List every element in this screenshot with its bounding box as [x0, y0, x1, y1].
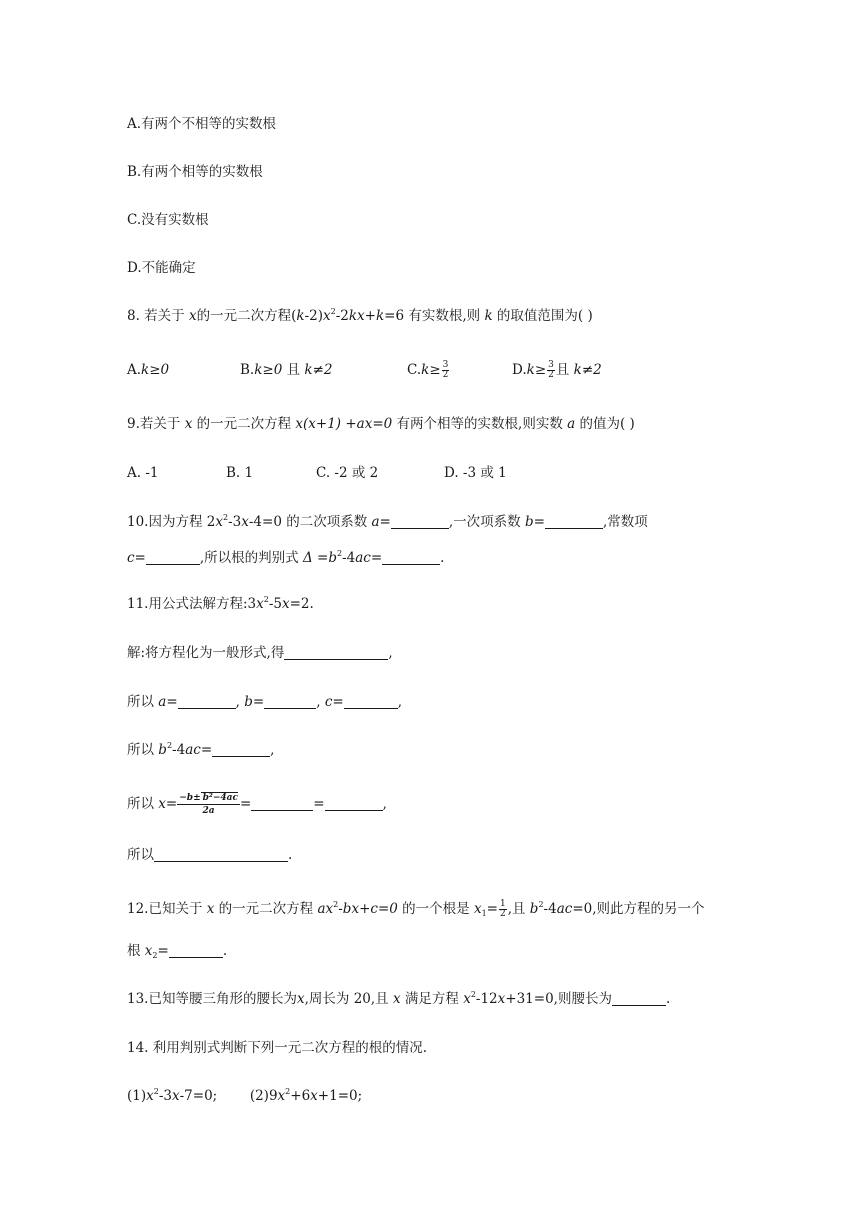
question-14-title: 14. 利用判别式判断下列一元二次方程的根的情况. [127, 1040, 428, 1056]
question-11-step3: 所以 $b^2-4ac=$ , [127, 741, 275, 758]
answer-blank-general-form[interactable] [284, 645, 388, 660]
question-11-step4: 所以 x= $\frac{\text{−b± b²−4ac}}{2a}$ = = , [127, 793, 387, 816]
question-12-line1: 12.已知关于 x 的一元二次方程 $ax^2-bx+c=0$ 的一个根是 $x_1=$ $\frac{1}{2}$ ,且 $b^2-4ac=0$,则此方程的另一个 [127, 899, 705, 919]
q9-option-d: D. -3 或 1 [444, 465, 507, 481]
fraction-one-half: $\frac{1}{2}$ [499, 899, 506, 919]
q8-option-c: C.k≥ $\frac{3}{2}$ [407, 360, 449, 380]
answer-blank-substituted[interactable] [251, 796, 313, 811]
answer-blank-leg-length[interactable] [612, 991, 666, 1006]
answer-blank-b[interactable] [264, 694, 316, 709]
question-11-step1: 解:将方程化为一般形式,得 , [127, 645, 393, 661]
question-12-line2: 根 $x_2=$ . [127, 943, 228, 960]
question-11-step2: 所以 a= , b= , c= , [127, 694, 402, 710]
fraction-three-halves: $\frac{3}{2}$ [548, 360, 554, 380]
answer-blank-x2[interactable] [169, 943, 223, 958]
q7-option-a: A.有两个不相等的实数根 [127, 116, 277, 132]
answer-blank-roots[interactable] [154, 847, 288, 862]
answer-blank-discriminant[interactable] [382, 550, 440, 565]
answer-blank-a[interactable] [391, 514, 449, 529]
q9-option-b: B. 1 [226, 465, 254, 481]
question-14-parts: $(1)x^2-3x-7=0$; $(2)9x^2+6x+1=0$; [127, 1087, 363, 1104]
answer-blank-a[interactable] [178, 694, 236, 709]
q9-option-c: C. -2 或 2 [316, 465, 379, 481]
question-10-line2: c= ,所以根的判别式 $\Delta =b^2-4ac=$ . [127, 549, 445, 566]
q8-option-b: B.k≥0 且 k≠2 [240, 362, 333, 378]
q9-option-a: A. -1 [127, 465, 159, 481]
question-11-step5: 所以 . [127, 847, 293, 863]
question-10-line1: 10.因为方程 $2x^2-3x-4=0$ 的二次项系数 a= ,一次项系数 b= ,常数项 [127, 513, 648, 530]
answer-blank-c[interactable] [146, 550, 200, 565]
answer-blank-b[interactable] [545, 514, 603, 529]
question-9: 9.若关于 x 的一元二次方程 x(x+1) +ax=0 有两个相等的实数根,则实数 a 的值为( ) [127, 416, 635, 432]
answer-blank-discriminant[interactable] [212, 742, 270, 757]
question-8: 8. 若关于 x的一元二次方程$(k-2)x^2-2kx+k=6$ 有实数根,则 k 的取值范围为( ) [127, 307, 593, 324]
fraction-three-halves: $\frac{3}{2}$ [442, 360, 449, 380]
question-11-title: 11.用公式法解方程$:3x^2-5x=2$. [127, 595, 314, 612]
quadratic-formula: $\frac{\text{−b± b²−4ac}}{2a}$ [179, 793, 238, 816]
q7-option-c: C.没有实数根 [127, 212, 209, 228]
answer-blank-simplified[interactable] [325, 796, 383, 811]
q7-option-d: D.不能确定 [127, 260, 196, 276]
q8-option-a: A.k≥0 [127, 362, 170, 378]
answer-blank-c[interactable] [344, 694, 398, 709]
q7-option-b: B.有两个相等的实数根 [127, 164, 263, 180]
question-13: 13.已知等腰三角形的腰长为x,周长为 20,且 x 满足方程 $x^2-12x+31=0$,则腰长为 . [127, 990, 671, 1007]
q8-option-d: D.k≥ $\frac{3}{2}$ 且 k≠2 [512, 360, 602, 380]
